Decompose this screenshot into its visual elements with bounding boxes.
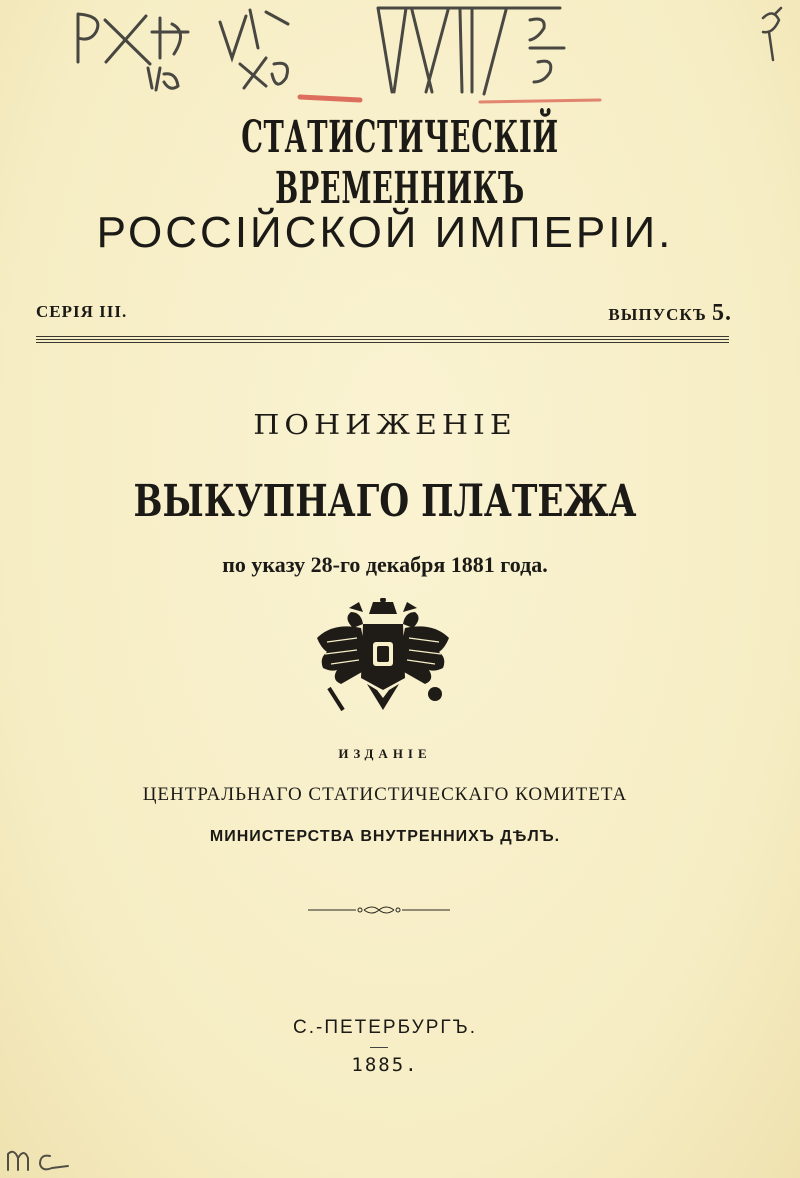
publisher-organization: ЦЕНТРАЛЬНАГО СТАТИСТИЧЕСКАГО КОМИТЕТА [142,784,628,805]
imprint-year: 1885. [351,1054,419,1076]
handwritten-initials [4,1144,74,1174]
imprint-dash [370,1047,388,1048]
work-title-line3: по указу 28-го декабря 1881 года. [222,552,548,577]
issue-number: 5. [712,300,732,326]
main-title: СТАТИСТИЧЕСКІЙ ВРЕМЕННИКЪ [241,112,559,214]
publisher-label: ИЗДАНІЕ [338,746,432,761]
rule-middle [36,339,729,340]
rule-bottom [36,342,729,343]
handwritten-shelfmarks [60,2,620,104]
imprint-city: С.-ПЕТЕРБУРГЪ. [293,1017,477,1038]
work-title-line2: ВЫКУПНАГО ПЛАТЕЖА [133,476,637,527]
main-subtitle: РОССІЙСКОЙ ИМПЕРІИ. [96,208,674,257]
issue-label [608,300,732,327]
rule-top [36,336,729,337]
ornament-divider [308,903,450,917]
work-title-line1: ПОНИЖЕНІЕ [253,409,517,442]
series-label: СЕРІЯ III. [36,302,128,321]
double-headed-eagle-emblem [313,598,453,724]
corner-mark [755,4,789,64]
publisher-ministry: МИНИСТЕРСТВА ВНУТРЕННИХЪ ДѢЛЪ. [209,828,561,845]
issue-word: ВЫПУСКЪ [608,305,707,324]
